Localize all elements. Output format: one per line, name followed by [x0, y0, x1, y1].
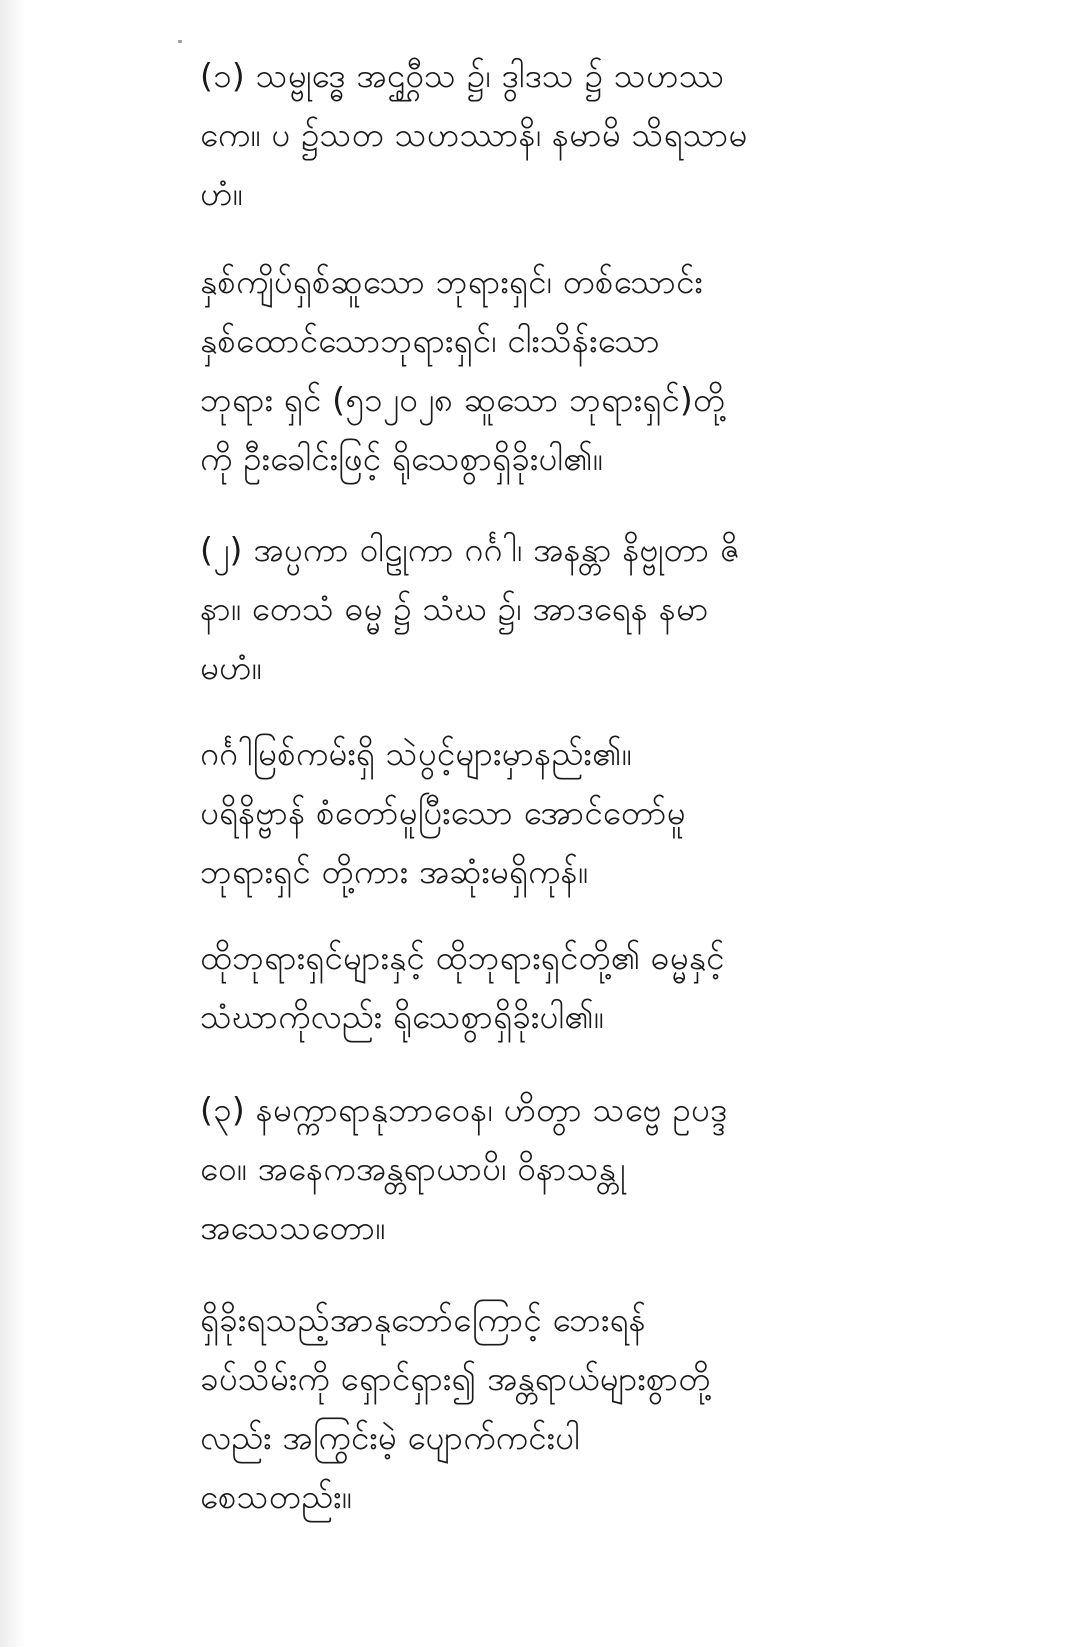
- paragraph-meaning-1: [200, 252, 920, 488]
- text-line: (၃) နမက္ကာရာနုဘာဝေန၊ ဟိတွာ သဗ္ဗေ ဥပဒ္ဒ: [200, 1090, 728, 1129]
- text-line: နာ။ တေသံ ဓမ္မ ၌ သံဃ ၌၊ အာဒရေန နမာ: [200, 589, 709, 628]
- scan-speck: [178, 40, 182, 43]
- text-line: ထိုဘုရားရှင်များနှင့် ထိုဘုရားရှင်တို့၏ ဓမ္မနှင့်: [200, 938, 725, 977]
- paragraph-verse-1: [200, 46, 920, 223]
- paragraph-meaning-3: [200, 1290, 920, 1526]
- text-line: ကေ။ ပ ၌သတ သဟဿာနိ၊ နမာမိ သိရသာမ: [200, 115, 748, 154]
- text-line: ရှိခိုးရသည့်အာနုဘော်ကြောင့် ဘေးရန်: [200, 1300, 646, 1339]
- text-line: လည်း အကြွင်းမဲ့ ပျောက်ကင်းပါ: [200, 1418, 580, 1457]
- text-line: ဘုရား ရှင် (၅၁၂၀၂၈ ဆူသော ဘုရားရှင်)တို့: [200, 380, 726, 419]
- text-line: ဝေ။ အနေကအန္တရာယာပိ၊ ဝိနာသန္တု: [200, 1149, 626, 1188]
- paragraph-verse-3: [200, 1080, 920, 1257]
- text-line: နှစ်ထောင်သောဘုရားရှင်၊ ငါးသိန်းသော: [200, 321, 660, 360]
- text-line: ဂင်္ဂါမြစ်ကမ်းရှိ သဲပွင့်များမှာနည်း၏။: [200, 734, 632, 773]
- paragraph-meaning-2b: [200, 928, 920, 1046]
- text-line: သံဃာကိုလည်း ရိုသေစွာရှိခိုးပါ၏။: [200, 997, 604, 1036]
- text-line: ဟံ။: [200, 174, 243, 213]
- text-line: မဟံ။: [200, 648, 262, 687]
- paragraph-verse-2: [200, 520, 920, 697]
- paragraph-meaning-2: [200, 724, 920, 901]
- text-line: (၂) အပ္ပကာ ဝါဠုကာ ဂင်္ဂါ၊ အနန္တာ နိဗ္ဗုတာ ဇိ: [200, 530, 740, 569]
- text-line: ပရိနိဗ္ဗာန် စံတော်မူပြီးသော အောင်တော်မူ: [200, 793, 686, 832]
- text-line: (၁) သမ္ဗုဒ္ဓေ အဌ္ဌဝီသ ၌၊ ဒွါဒသ ၌ သဟဿ: [200, 56, 725, 95]
- text-line: ခပ်သိမ်းကို ရှောင်ရှား၍ အန္တရာယ်များစွာတို့: [200, 1359, 711, 1398]
- text-line: ဘုရားရှင် တို့ကား အဆုံးမရှိကုန်။: [200, 852, 589, 891]
- text-line: ကို ဦးခေါင်းဖြင့် ရိုသေစွာရှိခိုးပါ၏။: [200, 439, 603, 478]
- text-line: အသေသတော။: [200, 1208, 386, 1247]
- text-line: နှစ်ကျိပ်ရှစ်ဆူသော ဘုရားရှင်၊ တစ်သောင်း: [200, 262, 703, 301]
- text-line: စေသတည်း။: [200, 1477, 352, 1516]
